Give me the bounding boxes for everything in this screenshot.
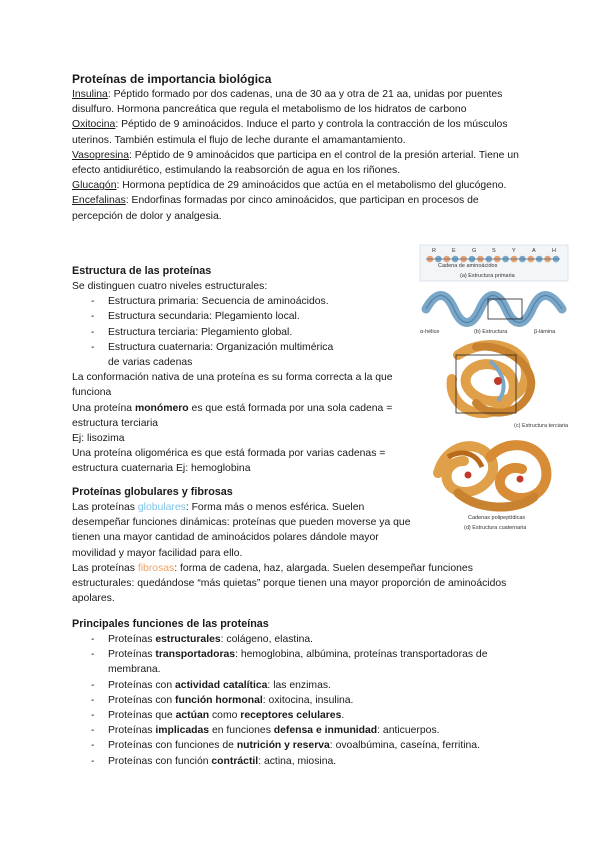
list-item: - Estructura primaria: Secuencia de aminoácidos.: [72, 294, 420, 309]
bold-term: monómero: [134, 402, 189, 414]
primary-structure-panel: [420, 245, 568, 281]
list-item: - Estructura secundaria: Plegamiento local.: [72, 309, 420, 324]
sequence-letter: H: [552, 248, 556, 254]
paragraph-oligomer: Una proteína oligomérica es que está formada por varias cadenas = estructura cuaternaria Ej: hemoglobina: [72, 448, 386, 475]
structure-levels-list: [72, 294, 420, 370]
protein-structure-illustration: [418, 243, 570, 533]
definition-text: : Endorfinas formadas por cinco aminoácidos, que participan en procesos de percepción de dolor y analgesia.: [72, 195, 479, 222]
paragraph-encefalinas: [72, 193, 528, 223]
paragraph-fibrous: [72, 561, 512, 607]
paragraph-oxitocina: [72, 117, 528, 147]
caption-secondary: (b) Estructura: [474, 329, 508, 335]
intro-text: Se distinguen cuatro niveles estructurales:: [72, 281, 268, 292]
caption-chain: Cadena de aminoácidos: [438, 263, 498, 269]
section-important-proteins: [72, 72, 528, 224]
caption-primary: (a) Estructura primaria: [460, 273, 515, 279]
list-item: - Proteínas con funciones de nutrición y reserva: ovoalbúmina, caseína, ferritina.: [72, 738, 528, 753]
section-title: Principales funciones de las proteínas: [72, 618, 269, 630]
paragraph-monomer: [72, 401, 420, 431]
list-item: - Proteínas que actúan como receptores celulares.: [72, 708, 528, 723]
text: Las proteínas: [72, 502, 138, 513]
caption-quaternary: (d) Estructura cuaternaria: [464, 525, 527, 531]
text: : forma de cadena, haz, alargada. Suelen desempeñar funciones estructurales: quedándose “más quietas” porque tienen una mayor proporción de aminoácidos apolares.: [72, 563, 507, 605]
list-item: - Proteínas estructurales: colágeno, elastina.: [72, 632, 528, 647]
term-globulares: globulares: [137, 502, 186, 513]
list-item: - Estructura terciaria: Plegamiento global.: [72, 325, 420, 340]
section-protein-structure: [72, 264, 420, 477]
text: Una proteína: [72, 402, 135, 414]
list-item: - Estructura cuaternaria: Organización multimérica de varias cadenas: [72, 340, 338, 370]
term-fibrosas: fibrosas: [137, 563, 175, 574]
text: : Forma más o menos esférica. Suelen desempeñar funciones dinámicas: proteínas que pueden moverse ya que tienen una mayor cantidad de aminoácidos polares dándole mayor movilidad y mayor facilidad para ello.: [72, 502, 411, 559]
list-item: - Proteínas con función contráctil: actina, miosina.: [72, 754, 528, 769]
term-insulina: Insulina: [72, 89, 108, 100]
caption-tertiary: (c) Estructura terciaria: [514, 423, 569, 429]
paragraph-native-conformation: La conformación nativa de una proteína es su forma correcta a la que funciona: [72, 372, 393, 399]
term-vasopresina: Vasopresina: [72, 149, 129, 161]
definition-text: : Péptido formado por dos cadenas, una de 30 aa y otra de 21 aa, unidas por puentes disulfuro. Hormona pancreática que regula el metabolismo de los hidratos de carbono: [72, 89, 503, 116]
paragraph-globular: [72, 500, 420, 561]
caption-alpha-helix: α-hélice: [420, 329, 440, 335]
definition-text: : Hormona peptídica de 29 aminoácidos que actúa en el metabolismo del glucógeno.: [116, 180, 507, 192]
term-oxitocina: Oxitocina: [72, 119, 116, 131]
caption-beta-sheet: β-lámina: [534, 329, 556, 335]
paragraph-example: Ej: lisozima: [72, 433, 125, 445]
list-item: - Proteínas con función hormonal: oxitocina, insulina.: [72, 693, 528, 708]
paragraph-glucagon: [72, 178, 528, 193]
paragraph-fibrous-block: [72, 561, 512, 607]
list-item: - Proteínas implicadas en funciones defensa e inmunidad: anticuerpos.: [72, 723, 528, 738]
functions-list: [72, 632, 528, 769]
term-glucagon: Glucagón: [72, 180, 117, 192]
secondary-structure-panel: [420, 296, 562, 336]
sequence-letter: E: [452, 248, 456, 254]
section-protein-functions: [72, 617, 528, 769]
definition-text: : Péptido de 9 aminoácidos. Induce el parto y controla la contracción de los músculos uterinos. También estimula el flujo de leche durante el amamantamiento.: [72, 119, 508, 146]
tertiary-structure-panel: [452, 345, 569, 429]
sequence-letter: A: [532, 248, 536, 254]
protein-structure-figure: [418, 243, 570, 533]
definition-text: : Péptido de 9 aminoácidos que participa en el control de la presión arterial. Tiene un efecto antidiurético, estimulando la reabsorción de agua en los riñones.: [72, 149, 519, 177]
section-title: Proteínas globulares y fibrosas: [72, 486, 233, 498]
section-title: Proteínas de importancia biológica: [72, 72, 272, 86]
sequence-letter: Y: [512, 248, 516, 254]
list-item: - Proteínas con actividad catalítica: las enzimas.: [72, 678, 528, 693]
section-globular-fibrous: [72, 485, 420, 561]
quaternary-structure-panel: [438, 445, 546, 531]
caption-chains: Cadenas polipeptídicas: [468, 515, 526, 521]
paragraph-vasopresina: [72, 148, 528, 178]
text: Las proteínas: [72, 563, 138, 574]
sequence-letter: R: [432, 248, 436, 254]
sequence-letter: G: [472, 248, 477, 254]
text: es que está formada por una sola cadena = estructura terciaria: [72, 402, 393, 429]
list-item: - Proteínas transportadoras: hemoglobina, albúmina, proteínas transportadoras de membrana.: [72, 647, 518, 677]
term-encefalinas: Encefalinas: [72, 195, 126, 207]
section-title: Estructura de las proteínas: [72, 265, 212, 277]
sequence-letter: S: [492, 248, 496, 254]
paragraph-insulina: [72, 87, 528, 117]
